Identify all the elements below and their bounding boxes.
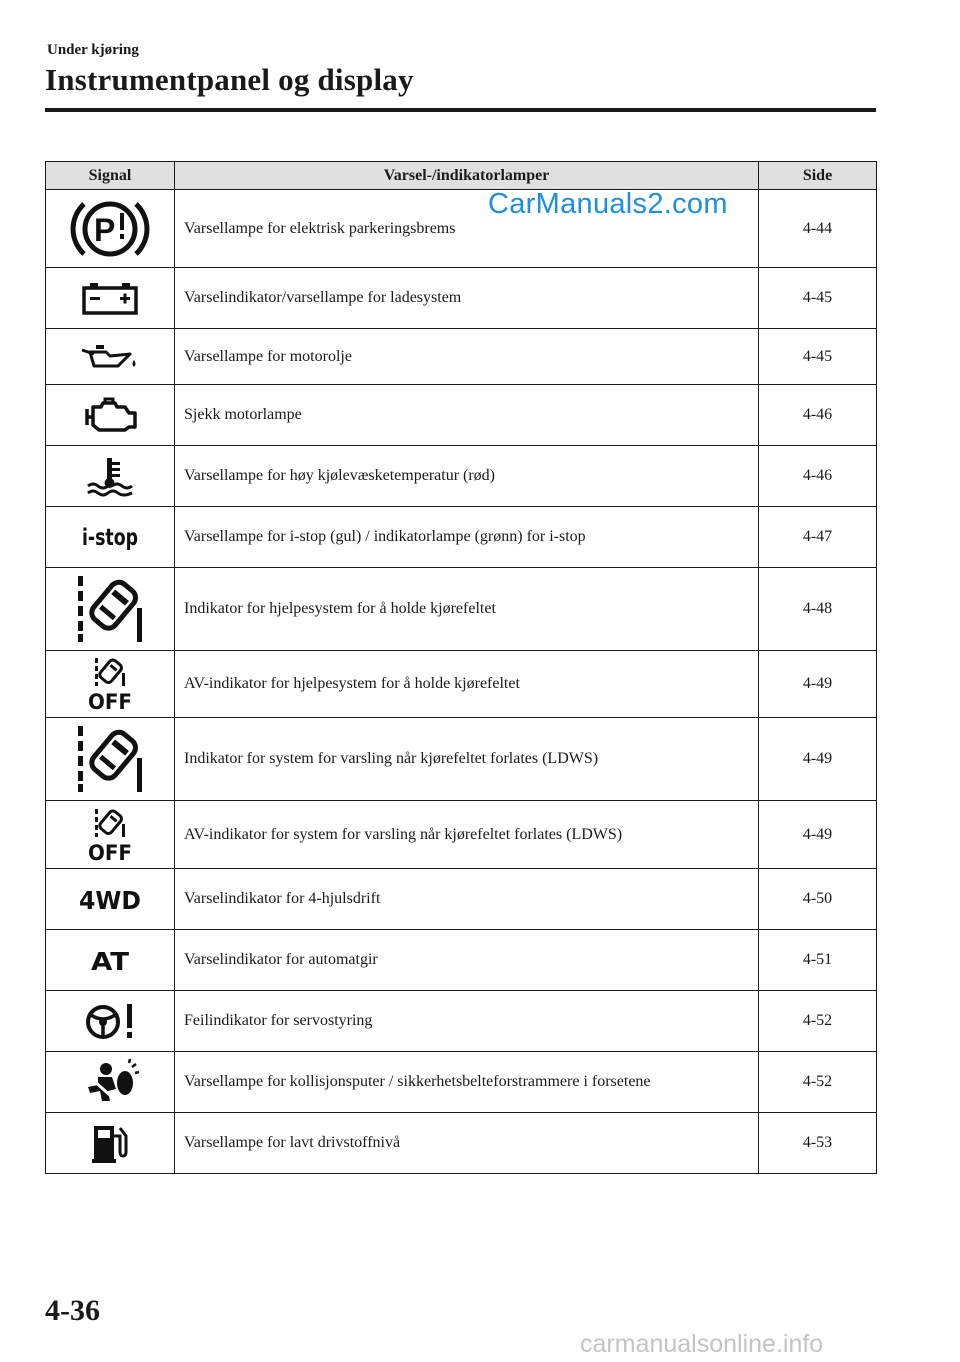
row-description: Varsellampe for motorolje [175,329,759,385]
table-row [46,568,877,651]
watermark-bottom: carmanualsonline.info [580,1330,824,1358]
row-page: 4-45 [759,329,877,385]
lane-keep-assist-off-icon [85,657,135,714]
row-description: Varsellampe for høy kjølevæsketemperatur (rød) [175,446,759,507]
row-page: 4-49 [759,718,877,801]
table-row [46,718,877,801]
automatic-transmission-icon [88,945,132,975]
row-description: Varselindikator/varsellampe for ladesystem [175,268,759,329]
battery-icon [82,281,138,315]
row-page: 4-48 [759,568,877,651]
page-number: 4-36 [45,1294,100,1327]
watermark-top: CarManuals2.com [488,188,728,220]
coolant-temperature-icon [85,456,135,496]
row-description: Sjekk motorlampe [175,385,759,446]
lane-departure-warning-icon [75,724,145,794]
table-row [46,651,877,718]
section-label: Under kjøring [47,42,139,58]
four-wheel-drive-icon [77,884,143,914]
electric-parking-brake-icon [67,196,153,262]
row-description: Varsellampe for elektrisk parkeringsbrems [175,190,759,268]
table-row [46,268,877,329]
row-description: Varselindikator for 4-hjulsdrift [175,869,759,930]
column-header-signal: Signal [46,162,175,190]
row-description: Varsellampe for i-stop (gul) / indikatorlampe (grønn) for i-stop [175,507,759,568]
row-description: Indikator for system for varsling når kjørefeltet forlates (LDWS) [175,718,759,801]
svg-text:P: P [94,211,116,248]
page-title: Instrumentpanel og display [45,62,414,97]
i-stop-icon-text: i-stop [82,525,138,551]
table-row [46,1113,877,1174]
title-rule [45,108,876,112]
row-page: 4-52 [759,991,877,1052]
warning-lamp-table [45,161,877,1174]
row-description: Feilindikator for servostyring [175,991,759,1052]
table-row [46,446,877,507]
table-row [46,329,877,385]
table-row [46,385,877,446]
row-page: 4-52 [759,1052,877,1113]
oil-can-icon [80,342,140,372]
table-row [46,991,877,1052]
row-page: 4-45 [759,268,877,329]
row-page: 4-44 [759,190,877,268]
row-page: 4-51 [759,930,877,991]
row-description: AV-indikator for system for varsling når kjørefeltet forlates (LDWS) [175,801,759,869]
row-description: Varsellampe for lavt drivstoffnivå [175,1113,759,1174]
4wd-label: 4WD [79,886,141,915]
off-label: OFF [88,690,132,714]
table-row [46,801,877,869]
power-steering-icon [82,1001,138,1041]
column-header-description: Varsel-/indikatorlamper [175,162,759,190]
at-label: AT [91,947,129,976]
row-page: 4-47 [759,507,877,568]
lane-departure-warning-off-icon [85,808,135,865]
i-stop-icon [80,520,140,554]
column-header-page: Side [759,162,877,190]
row-page: 4-49 [759,651,877,718]
row-description: Indikator for hjelpesystem for å holde kjørefeltet [175,568,759,651]
check-engine-icon [81,397,139,433]
table-row [46,507,877,568]
row-page: 4-49 [759,801,877,869]
row-page: 4-50 [759,869,877,930]
row-page: 4-46 [759,446,877,507]
row-page: 4-53 [759,1113,877,1174]
low-fuel-icon [90,1122,130,1164]
off-label: OFF [88,840,132,865]
row-page: 4-46 [759,385,877,446]
table-row [46,1052,877,1113]
table-header-row [46,162,877,190]
table-row [46,869,877,930]
table-row [46,190,877,268]
row-description: AV-indikator for hjelpesystem for å holde kjørefeltet [175,651,759,718]
table-row [46,930,877,991]
row-description: Varsellampe for kollisjonsputer / sikkerhetsbelteforstrammere i forsetene [175,1052,759,1113]
airbag-icon [80,1061,140,1103]
lane-keep-assist-icon [75,574,145,644]
row-description: Varselindikator for automatgir [175,930,759,991]
